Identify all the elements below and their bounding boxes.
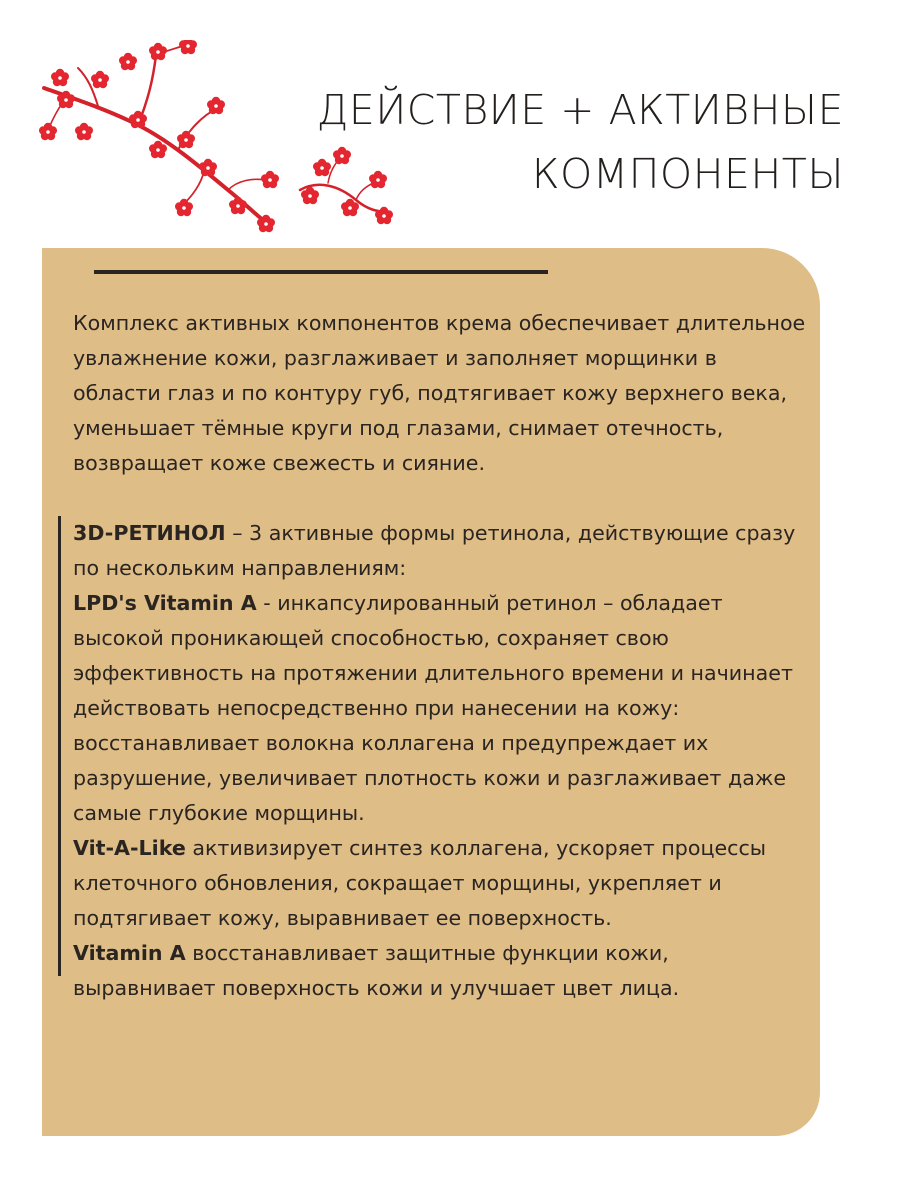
- title-line-1: ДЕЙСТВИЕ + АКТИВНЫЕ: [316, 86, 844, 134]
- ingredient-desc-vitamin-a: восстанавливает защитные функции кожи, выравнивает поверхность кожи и улучшает цвет лица.: [73, 941, 680, 1000]
- title-line-2: КОМПОНЕНТЫ: [531, 150, 844, 198]
- ingredient-desc-3d-retinol: – 3 активные формы ретинола, действующие сразу по нескольким направлениям:: [73, 521, 796, 580]
- top-divider: [94, 270, 548, 274]
- ingredient-name-lpd-vitamin-a: LPD's Vitamin A: [73, 591, 257, 615]
- description-text: [73, 306, 808, 1006]
- ingredient-name-3d-retinol: 3D-РЕТИНОЛ: [73, 521, 226, 545]
- content-card: [42, 248, 820, 1136]
- side-divider: [58, 516, 61, 976]
- ingredient-desc-vit-a-like: активизирует синтез коллагена, ускоряет процессы клеточного обновления, сокращает морщины, укрепляет и подтягивает кожу, выравнивает ее поверхность.: [73, 836, 767, 930]
- ingredient-name-vitamin-a: Vitamin A: [73, 941, 186, 965]
- ingredient-desc-lpd-vitamin-a: - инкапсулированный ретинол – обладает высокой проникающей способностью, сохраняет свою эффективность на протяжении длительного времени и начинает действовать непосредственно при нанесении на кожу: восстанавливает волокна коллагена и предупреждает их разрушение, увеличивает плотность кожи и разглаживает даже самые глубокие морщины.: [73, 591, 793, 825]
- ingredient-name-vit-a-like: Vit-A-Like: [73, 836, 186, 860]
- page-title: [284, 78, 844, 206]
- ingredients-paragraph: [73, 516, 808, 1006]
- intro-paragraph: Комплекс активных компонентов крема обеспечивает длительное увлажнение кожи, разглаживает и заполняет морщинки в области глаз и по контуру губ, подтягивает кожу верхнего века, уменьшает тёмные круги под глазами, снимает отечность, возвращает коже свежесть и сияние.: [73, 311, 806, 475]
